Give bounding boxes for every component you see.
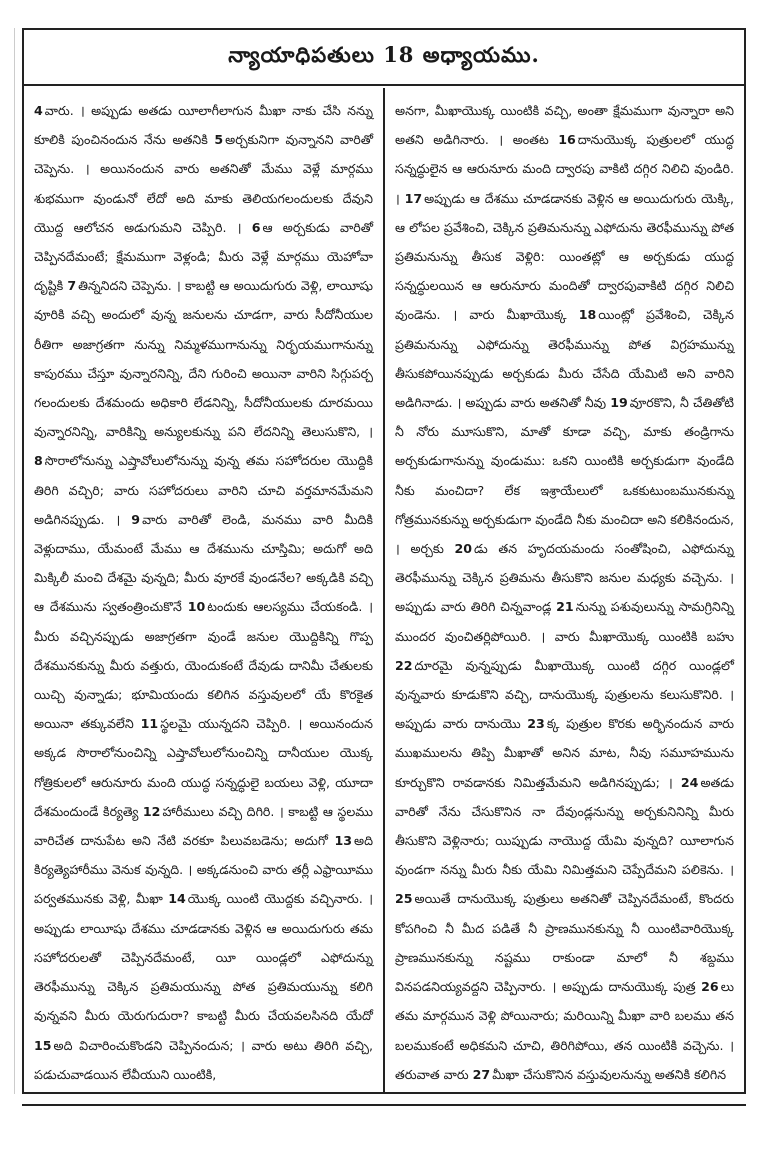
- verse-number: 6: [251, 219, 261, 235]
- verse-number: 13: [334, 833, 353, 849]
- scripture-page: [22, 28, 746, 1094]
- verse-text: అయితే దానుయొక్క పుత్రులు అతనితో చెప్పినదేమంటే, కొందరు కోపగించి నీ మీద పడితే నీ ప్రాణమునకున్ను నీ యింటివారియొక్క ప్రాణమునకున్ను నష్టము రాకుండా మాలో నీ శబ్దము వినపడనియ్యవద్దని చెప్పినారు. । అప్పుడు దానుయొక్క పుత్ర: [395, 891, 734, 995]
- verse-number: 27: [472, 1066, 491, 1082]
- verse: [34, 599, 373, 731]
- verse: [34, 1038, 373, 1082]
- verse-number: 23: [527, 716, 545, 732]
- verse-text: లు తమ మార్గమున వెళ్లి పోయినారు; మరియిన్ని మీఖా వారి బలము తన బలముకంటే అధికమని చూచి, తిరిగిపోయి, తన యింటికి వచ్చెను. । తరువాత వారు: [395, 979, 734, 1082]
- verse-text: వారు. । అప్పుడు అతడు యీలాగీలాగున మీఖా నాకు చేసి నన్ను కూలికి పుంచినందున నేను అతనికి: [34, 103, 373, 148]
- verse-text: అప్పుడు ఆ దేశము చూడడానకు వెళ్లిన ఆ అయిదుగురు యెక్కి, ఆ లోపల ప్రవేశించి, చెక్కిన ప్రతిమనున్ను ఎఫోదును తెరఫీమున్ను పోత ప్రతిమనున్ను తీసుక వెళ్లిరి: యింతట్లో ఆ అర్చకుడు యుద్ధ సన్నద్ధులయిన ఆ ఆరునూరు మందితో ద్వారపువాకిటి దగ్గిర నిలిచి వుండెను. । వారు మీఖాయొక్క: [395, 190, 734, 323]
- verse-text: సొరాలోనున్ను ఎష్తావోలులోనున్ను వున్న తమ సహోదరుల యొద్దికి తిరిగి వచ్చిరి; వారు సహోదరులు వారిని చూచి వర్తమానమేమని అడిగినప్పుడు. ।: [34, 453, 373, 527]
- verse-text: యొక్క యింటి యొద్దకు వచ్చినారు. । అప్పుడు లాయీషు దేశము చూడడానకు వెళ్లిన ఆ అయిదుగురు తమ సహోదరులతో చెప్పినదేమంటే, యీ యిండ్లలో ఎఫోదున్ను తెరఫీమున్ను చెక్కిన ప్రతిమయున్ను పోత ప్రతిమయున్ను కలిగి వున్నవని మీరు యెరుగుదురా? కాబట్టి మీరు చేయవలసినది యేదో: [34, 891, 373, 1024]
- verse-text: క్క పుత్రుల కొరకు అర్భినందున వారు ముఖములను తిప్పి మీఖాతో అనిన మాట, నీవు సమూహమును కూర్చుకొని రావడానకు నిమిత్తమేమని అడిగినప్పుడు; ।: [395, 716, 734, 790]
- verse: [395, 891, 734, 994]
- verse: [473, 1067, 726, 1082]
- verse-text: అర్చకునిగా వున్నానని వారితో చెప్పెను. । అయినందున వారు అతనితో మేము వెళ్లే మార్గము శుభముగా వుండునో లేదో అది మాకు తెలియగలందులకు దేవుని యొద్ద ఆలోచన అడుగుమని చెప్పిరి. ।: [34, 132, 374, 235]
- verse-text: దానుయొక్క పుత్రులలో యుద్ధ సన్నద్ధులైన ఆ ఆరునూరు మంది ద్వారపు వాకిటి దగ్గిర నిలిచి వుండిరి. ।: [395, 132, 734, 206]
- verse-number: 9: [131, 511, 141, 527]
- verse-text: ఆ అర్చకుడు వారితో చెప్పినదేమంటే; క్షేమముగా వెళ్లండి; మీరు వెళ్లే మార్గము యెహోవా దృష్టికి: [34, 219, 374, 294]
- verse-number: 21: [556, 599, 574, 615]
- verse-number: 24: [680, 774, 699, 790]
- verse-text: హారీములు వచ్చి దిగిరి. । కాబట్టి ఆ స్థలము వారిచేత దానుపేట అని నేటి వరకూ పిలువబడెను; అదుగో: [34, 803, 373, 849]
- page-gutter: [0, 28, 15, 1094]
- verse-text: దూరమై వున్నప్పుడు మీఖాయొక్క యింటి దగ్గిర యిండ్లలో వున్నవారు కూడుకొని వచ్చి, దానుయొక్క పుత్రులను కలుసుకొనిరి. । అప్పుడు వారు దానుయొ: [395, 657, 734, 732]
- verse-text: టందుకు ఆలస్యము చేయకండి. । మీరు వచ్చినప్పుడు అజాగ్రతగా వుండే జనుల యొద్దికిన్ని గొప్ప దేశమునకున్ను మీరు వత్తురు, యెందుకంటే దేవుడు దానిమీ చేతులకు యిచ్చి వున్నాడు; భూమియందు కలిగిన వస్తువులలో యే కొరకైత అయినా తక్కువలేని: [34, 599, 374, 732]
- verse-number: 11: [140, 716, 159, 732]
- verse-text: యింట్లో ప్రవేశించి, చెక్కిన ప్రతిమనున్ను ఎఫోదున్ను తెరఫీమున్ను పోత విగ్రహమున్ను తీసుకపోయినప్పుడు అర్చకుడు మీరు చేసేది యేమిటి అని వారిని అడిగినాడు. । అప్పుడు వారు అతనితో నీవు: [395, 307, 734, 411]
- verse-number: 12: [142, 803, 161, 819]
- verse-text: నున్ను పశువులున్ను సామగ్రినిన్ని ముందర వుంచితర్లిపోయిరి. । వారు మీఖాయొక్క యింటికి బహు: [395, 599, 734, 644]
- verse-text: వారు వారితో లెండి, మనము వారి మీదికి వెళ్లుదాము, యేమంటే మేము ఆ దేశమును చూస్తిమి; అదుగో అది మిక్కిలీ మంచి దేశమై వున్నది; మీరు వూరకే వుండనేల? అక్కడికి వచ్చి ఆ దేశమును స్వతంత్రించుకొనే: [34, 511, 373, 615]
- verse-number: 20: [454, 541, 473, 557]
- verse-number: 7: [67, 278, 77, 294]
- verse-text: అది కిర్యత్యెహారీము వెనుక వున్నది. । అక్కడనుంచి వారు తర్లీ ఎఫ్రాయీము పర్వతమునకు వెళ్లి, మీఖా: [34, 833, 373, 907]
- verse-number: 15: [34, 1037, 52, 1053]
- verse: [395, 775, 734, 878]
- verse: [34, 891, 373, 1023]
- verse-text: వూరకొని, నీ చేతితోటి నీ నోరు మూసుకొని, మాతో కూడా వచ్చి, మాకు తండ్రిగాను అర్చకుడుగానున్ను వుండుము: ఒకని యింటికి అర్చకుడుగా వుండేది నీకు మంచిదా? లేక ఇశ్రాయేలులో ఒకకుటుంబమునకున్ను గోత్రమునకున్ను అర్చకుడుగా వుండేది నీకు మంచిదా అని కలికినందున, । అర్చకు: [395, 395, 734, 557]
- verse-text: అనగా, మీఖాయొక్క యింటికి వచ్చి, అంతా క్షేమముగా వున్నారా అని అతని అడిగినారు. । అంతట: [395, 103, 734, 148]
- verse-number: 19: [610, 395, 628, 411]
- verse-text: అతడు వారితో నేను చేసుకొనిన నా దేవుండ్లనున్ను అర్చకునినిన్ని మీరు తీసుకొని వెళ్లినారు; యిప్పుడు నాయొద్ద యేమి వున్నది? యీలాగున వుండగా నన్ను మీరు నీకు యేమి నిమిత్తమని చెప్పేదేమని పలికెను. ।: [395, 774, 734, 878]
- verse-text: తిన్ననిదని చెప్పెను. । కాబట్టి ఆ అయిదుగురు వెళ్లి, లాయీషు వూరికి వచ్చి అందులో వున్న జనులను చూడగా, వారు సీదోనీయుల రీతిగా అజాగ్రతగా నున్ను నిమ్మళముగానున్ను నిర్భయముగానున్ను కాపురము చేస్తూ వున్నారనిన్ని, దేని గురించి అయినా వారిని సిగ్గుపర్చ గలందులకు దేశమందు అధికారి లేడనిన్ని, సీదోనీయులకు దూరమయి వున్నారనిన్ని, వారికిన్ని అన్యులకున్ను పని లేదనిన్ని తెలుసుకొని, ।: [34, 278, 373, 440]
- verse-number: 25: [395, 891, 413, 907]
- right-column: [385, 88, 744, 1092]
- verse-number: 18: [578, 307, 597, 323]
- verse-number: 16: [558, 132, 576, 148]
- verse-number: 22: [395, 657, 413, 673]
- verse-text: అది విచారించుకొండని చెప్పినందున; । వారు అటు తిరిగి వచ్చి, పడుచువాడయిన లేవీయుని యింటికి,: [34, 1037, 373, 1082]
- verse-text: డు తన హృదయమందు సంతోషించి, ఎఫోదున్ను తెరఫీమున్ను చెక్కిన ప్రతిమను తీసుకొని జనుల మధ్యకు వచ్చెను. । అప్పుడు వారు తిరిగి చిన్నవాండ్ల: [395, 541, 734, 615]
- verse-number: 8: [34, 453, 43, 469]
- verse-number: 10: [187, 599, 206, 615]
- verse-number: 4: [34, 103, 43, 118]
- verse-number: 26: [701, 979, 719, 995]
- verse-number: 17: [404, 190, 423, 206]
- verse-text: మీఖా చేసుకొనిన వస్తువులనున్ను అతనికి కలిగిన: [492, 1066, 727, 1082]
- verse: [395, 395, 734, 556]
- verse-number: 14: [168, 891, 186, 907]
- bottom-rule: [22, 1104, 746, 1106]
- text-columns: [24, 88, 744, 1092]
- page-title: న్యాయాధిపతులు 18 అధ్యాయము.: [24, 30, 744, 86]
- verse: [395, 191, 734, 323]
- verse-number: 5: [214, 132, 224, 148]
- verse: [34, 278, 373, 439]
- left-column: [24, 88, 385, 1092]
- verse-text: స్థలమై యున్నదని చెప్పిరి. । అయినందున అక్కడ సొరాలోనుంచిన్ని ఎష్తావోలులోనుంచిన్ని దానీయుల యొక్క గోత్రికులలో ఆరునూరు మంది యుద్ధ సన్నద్ధులై బయలు వెళ్లి, యూదా దేశమందుండే కిర్యత్యె: [34, 716, 373, 819]
